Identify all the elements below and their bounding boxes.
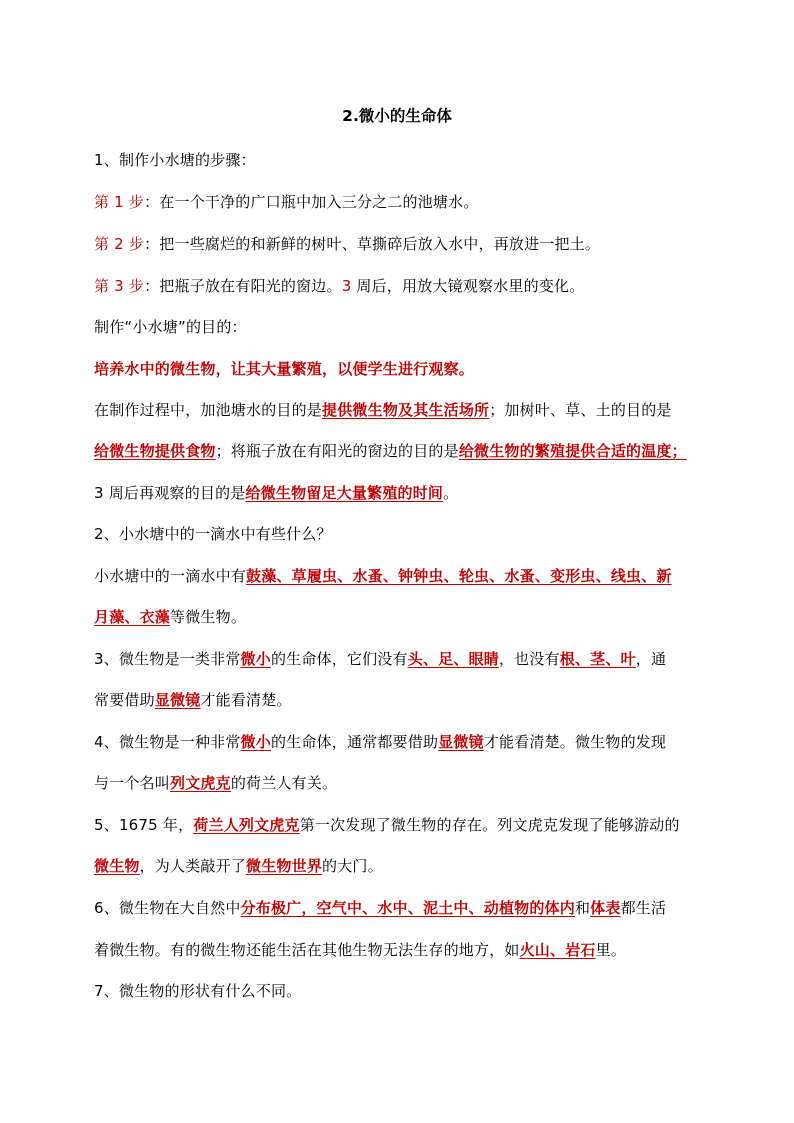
- q6-line-2: [94, 940, 706, 960]
- q6-text-e: 里。: [595, 941, 627, 959]
- q2-text-b: 等微生物。: [170, 608, 247, 626]
- step-1-text: ：在一个干净的广口瓶中加入三分之二的池塘水。: [144, 193, 479, 211]
- page-title: 2.微小的生命体: [342, 107, 452, 125]
- process-text-b: ；加树叶、草、土的目的是: [489, 401, 672, 419]
- process-answer-1: 提供微生物及其生活场所: [322, 401, 490, 419]
- process-answer-3: 给微生物的繁殖提供合适的温度；: [458, 442, 687, 460]
- q6-text-a: 6、微生物在大自然中: [94, 899, 241, 917]
- q3-answer-1: 微小: [240, 650, 271, 668]
- process-line-2: [94, 441, 706, 461]
- q6-line-1: [94, 898, 706, 918]
- process-answer-4: 给微生物留足大量繁殖的时间: [245, 484, 444, 502]
- q3-line-2: [94, 690, 706, 710]
- q6-answer-2: 体表: [590, 899, 621, 917]
- process-line-3: [94, 483, 706, 503]
- q4-text-d: 与一个名叫: [94, 774, 171, 792]
- q5-text-a: 5、1675 年，: [94, 816, 194, 834]
- q5-line-2: [94, 856, 706, 876]
- q6-text-b: 和: [574, 899, 591, 917]
- q5-answer-1: 荷兰人列文虎克: [193, 816, 300, 834]
- q4-answer-2: 显微镜: [438, 733, 484, 751]
- q3-text-f: 才能看清楚。: [200, 691, 292, 709]
- q5-line-1: [94, 815, 706, 835]
- q3-line-1: [94, 649, 706, 669]
- step-3-text-a: ：把瓶子放在有阳光的窗边。: [144, 277, 342, 295]
- process-end: 。: [443, 484, 459, 502]
- q1-heading: 1、制作小水塘的步骤：: [94, 151, 256, 169]
- q4-answer-3: 列文虎克: [170, 774, 231, 792]
- q3-text-d: ，通: [635, 650, 667, 668]
- q5-text-b: 第一次发现了微生物的存在。列文虎克发现了能够游动的: [299, 816, 680, 834]
- q3-text-a: 3、微生物是一类非常: [94, 650, 241, 668]
- q3-answer-4: 显微镜: [154, 691, 201, 709]
- step-3: [94, 276, 706, 296]
- q4-text-b: 的生命体，通常都要借助: [270, 733, 439, 751]
- process-text-a: 在制作过程中，加池塘水的目的是: [94, 401, 323, 419]
- q4-text-c: 才能看清楚。微生物的发现: [483, 733, 667, 751]
- q3-text-b: 的生命体，它们没有: [270, 650, 408, 668]
- step-2-label: 第 2 步: [94, 235, 145, 253]
- q4-line-2: [94, 773, 706, 793]
- process-text-d: 3 周后再观察的目的是: [94, 484, 246, 502]
- process-text-c: ；将瓶子放在有阳光的窗边的目的是: [215, 442, 459, 460]
- step-1-label: 第 1 步: [94, 193, 145, 211]
- q3-answer-3: 根、茎、叶: [559, 650, 636, 668]
- q5-answer-2: 微生物: [94, 857, 140, 875]
- purpose-heading: 制作“小水塘”的目的：: [94, 318, 247, 336]
- purpose-answer: 培养水中的微生物，让其大量繁殖，以便学生进行观察。: [94, 360, 475, 378]
- q2-line-2: [94, 607, 706, 627]
- q4-answer-1: 微小: [240, 733, 271, 751]
- q6-text-c: 都生活: [620, 899, 667, 917]
- q6-text-d: 着微生物。有的微生物还能生活在其他生物无法生存的地方，如: [94, 941, 520, 959]
- q4-text-e: 的荷兰人有关。: [230, 774, 338, 792]
- step-3-label: 第 3 步: [94, 277, 145, 295]
- q5-text-c: ，为人类敲开了: [139, 857, 247, 875]
- q7-heading: 7、微生物的形状有什么不同。: [94, 982, 302, 1000]
- step-2: [94, 234, 706, 254]
- q5-text-d: 的大门。: [322, 857, 383, 875]
- q2-text-a: 小水塘中的一滴水中有: [94, 567, 247, 585]
- q4-line-1: [94, 732, 706, 752]
- step-2-text: ：把一些腐烂的和新鲜的树叶、草撕碎后放入水中，再放进一把土。: [144, 235, 601, 253]
- q2-heading: 2、小水塘中的一滴水中有些什么？: [94, 525, 332, 543]
- step-3-num: 3: [341, 277, 352, 295]
- q3-text-e: 常要借助: [94, 691, 155, 709]
- q2-answer-line-2: 月藻、衣藻: [94, 608, 171, 626]
- q2-line-1: [94, 566, 706, 586]
- process-answer-2: 给微生物提供食物: [94, 442, 216, 460]
- step-3-text-b: 周后，用放大镜观察水里的变化。: [351, 277, 585, 295]
- q3-text-c: ，也没有: [498, 650, 560, 668]
- q3-answer-2: 头、足、眼睛: [407, 650, 499, 668]
- q6-answer-3: 火山、岩石: [519, 941, 596, 959]
- process-line-1: [94, 400, 706, 420]
- q4-text-a: 4、微生物是一种非常: [94, 733, 241, 751]
- q2-answer-line-1: 鼓藻、草履虫、水蚤、钟钟虫、轮虫、水蚤、变形虫、线虫、新: [246, 567, 672, 585]
- q6-answer-1: 分布极广，空气中、水中、泥土中、动植物的体内: [240, 899, 575, 917]
- step-1: [94, 192, 706, 212]
- q5-answer-3: 微生物世界: [246, 857, 323, 875]
